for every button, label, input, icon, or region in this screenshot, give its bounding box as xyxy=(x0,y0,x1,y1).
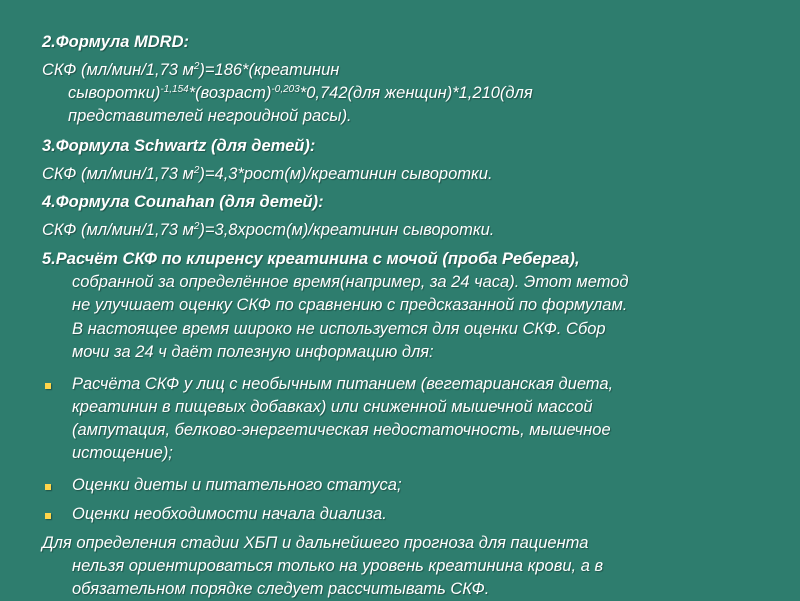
section5-line: собранной за определённое время(например, за 24 часа). Этот метод xyxy=(72,273,629,291)
section3-formula: СКФ (мл/мин/1,73 $м^2)=4,3*рост(м)$/креатинин сыворотки. xyxy=(42,165,493,183)
section5-title: 5.Расчёт СКФ по клиренсу креатинина с мочой (проба Реберга), xyxy=(42,250,580,268)
bullet1-line: креатинин в пищевых добавках) или сниженной мышечной массой xyxy=(72,398,593,416)
bullet-marker xyxy=(45,513,51,519)
section2-formula-line1: СКФ (мл/мин/1,73 $м^2)=186*(креатинин$ xyxy=(42,61,340,79)
bullet1-line: (ампутация, белково-энергетическая недостаточность, мышечное xyxy=(72,421,611,439)
section5-line: не улучшает оценку СКФ по сравнению с предсказанной по формулам. xyxy=(72,296,628,314)
section5-line: В настоящее время широко не используется для оценки СКФ. Сбор xyxy=(72,320,606,338)
bullet-marker xyxy=(45,383,51,389)
conclusion-line: нельзя ориентироваться только на уровень креатинина крови, а в xyxy=(72,557,604,575)
bullet-marker xyxy=(45,484,51,490)
section5-line: мочи за 24 ч даёт полезную информацию для: xyxy=(72,343,434,361)
bullet1-line: Расчёта СКФ у лиц с необычным питанием (вегетарианская диета, xyxy=(72,375,614,393)
section2-formula-line2: сыворотки)$^{-1,154}$*(возраст)$^{-0,203}$*0,742(для женщин)*1,210(для xyxy=(68,84,533,102)
section3-title: 3.Формула Schwartz (для детей): xyxy=(42,137,316,155)
bullet3-text: Оценки необходимости начала диализа. xyxy=(72,505,387,523)
section2-title: 2.Формула MDRD: xyxy=(42,33,189,51)
bullet1-line: истощение); xyxy=(72,444,173,462)
section4-formula: СКФ (мл/мин/1,73 $м^2)=3,8хрост(м)$/креатинин сыворотки. xyxy=(42,221,495,239)
section2-formula-line3: представителей негроидной расы). xyxy=(68,107,352,125)
conclusion-line: Для определения стадии ХБП и дальнейшего прогноза для пациента xyxy=(42,534,589,552)
conclusion-line: обязательном порядке следует рассчитывать СКФ. xyxy=(72,580,490,598)
bullet2-text: Оценки диеты и питательного статуса; xyxy=(72,476,402,494)
section4-title: 4.Формула Counahan (для детей): xyxy=(42,193,324,211)
